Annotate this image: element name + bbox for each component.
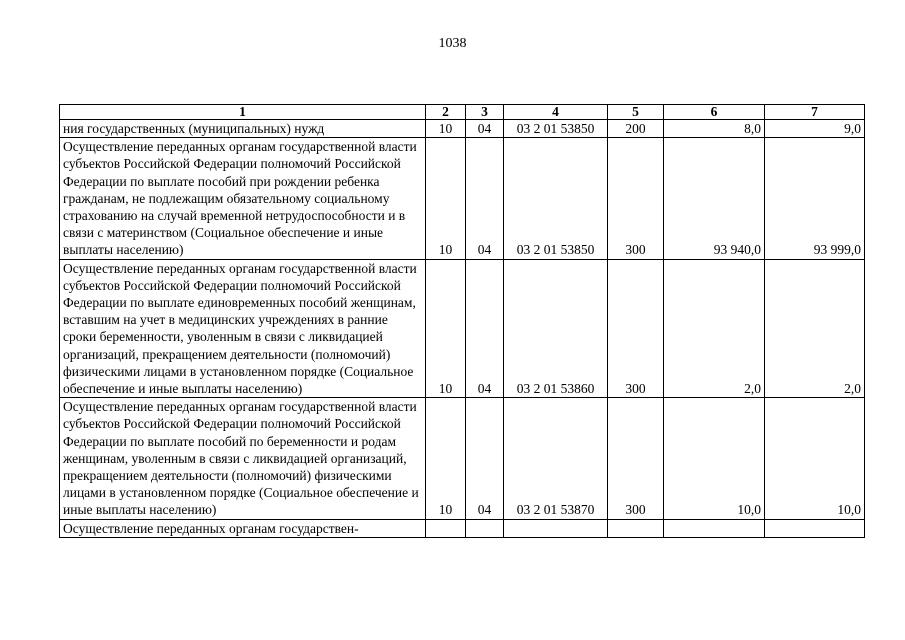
header-col-4: 4 [504,105,608,120]
cell-subsection: 04 [466,398,504,519]
header-row [60,105,865,120]
cell-amount-1: 10,0 [664,398,765,519]
cell-amount-1: 93 940,0 [664,138,765,259]
cell-expense-type: 200 [608,120,664,138]
cell-expense-type: 300 [608,138,664,259]
row-description: Осуществление переданных органам государствен- [60,519,426,537]
table-row [60,259,865,398]
cell-section [426,519,466,537]
cell-target-code: 03 2 01 53860 [504,259,608,398]
row-description: Осуществление переданных органам государственной власти субъектов Российской Федерации полномочий Российской Федерации по выплате единовременных пособий женщинам, вставшим на учет в медицинских учреждениях в ранние сроки беременности, уволенным в связи с ликвидацией организаций, прекращением деятельности (полномочий) физическими лицами в установленном порядке (Социальное обеспечение и иные выплаты населению) [60,259,426,398]
cell-amount-1 [664,519,765,537]
table-row [60,519,865,537]
row-description: ния государственных (муниципальных) нужд [60,120,426,138]
cell-target-code: 03 2 01 53850 [504,120,608,138]
table-row [60,398,865,519]
cell-amount-1: 2,0 [664,259,765,398]
cell-amount-2: 9,0 [765,120,865,138]
cell-expense-type [608,519,664,537]
cell-target-code: 03 2 01 53850 [504,138,608,259]
cell-subsection [466,519,504,537]
cell-subsection: 04 [466,259,504,398]
row-description: Осуществление переданных органам государственной власти субъектов Российской Федерации полномочий Российской Федерации по выплате пособий при рождении ребенка гражданам, не подлежащим обязательному социальному страхованию на случай временной нетрудоспособности и в связи с материнством (Социальное обеспечение и иные выплаты населению) [60,138,426,259]
cell-section: 10 [426,398,466,519]
header-col-3: 3 [466,105,504,120]
cell-amount-2: 2,0 [765,259,865,398]
table-row [60,138,865,259]
cell-amount-2: 10,0 [765,398,865,519]
cell-section: 10 [426,138,466,259]
cell-section: 10 [426,120,466,138]
cell-section: 10 [426,259,466,398]
header-col-7: 7 [765,105,865,120]
cell-target-code: 03 2 01 53870 [504,398,608,519]
cell-subsection: 04 [466,120,504,138]
table-row [60,120,865,138]
budget-table [59,104,865,538]
header-col-2: 2 [426,105,466,120]
cell-amount-1: 8,0 [664,120,765,138]
row-description: Осуществление переданных органам государственной власти субъектов Российской Федерации полномочий Российской Федерации по выплате пособий по беременности и родам женщинам, уволенным в связи с ликвидацией организаций, прекращением деятельности (полномочий) физическими лицами в установленном порядке (Социальное обеспечение и иные выплаты населению) [60,398,426,519]
cell-target-code [504,519,608,537]
page-number: 1038 [438,36,467,51]
cell-subsection: 04 [466,138,504,259]
cell-amount-2 [765,519,865,537]
header-col-5: 5 [608,105,664,120]
header-col-1: 1 [60,105,426,120]
cell-amount-2: 93 999,0 [765,138,865,259]
cell-expense-type: 300 [608,259,664,398]
cell-expense-type: 300 [608,398,664,519]
header-col-6: 6 [664,105,765,120]
